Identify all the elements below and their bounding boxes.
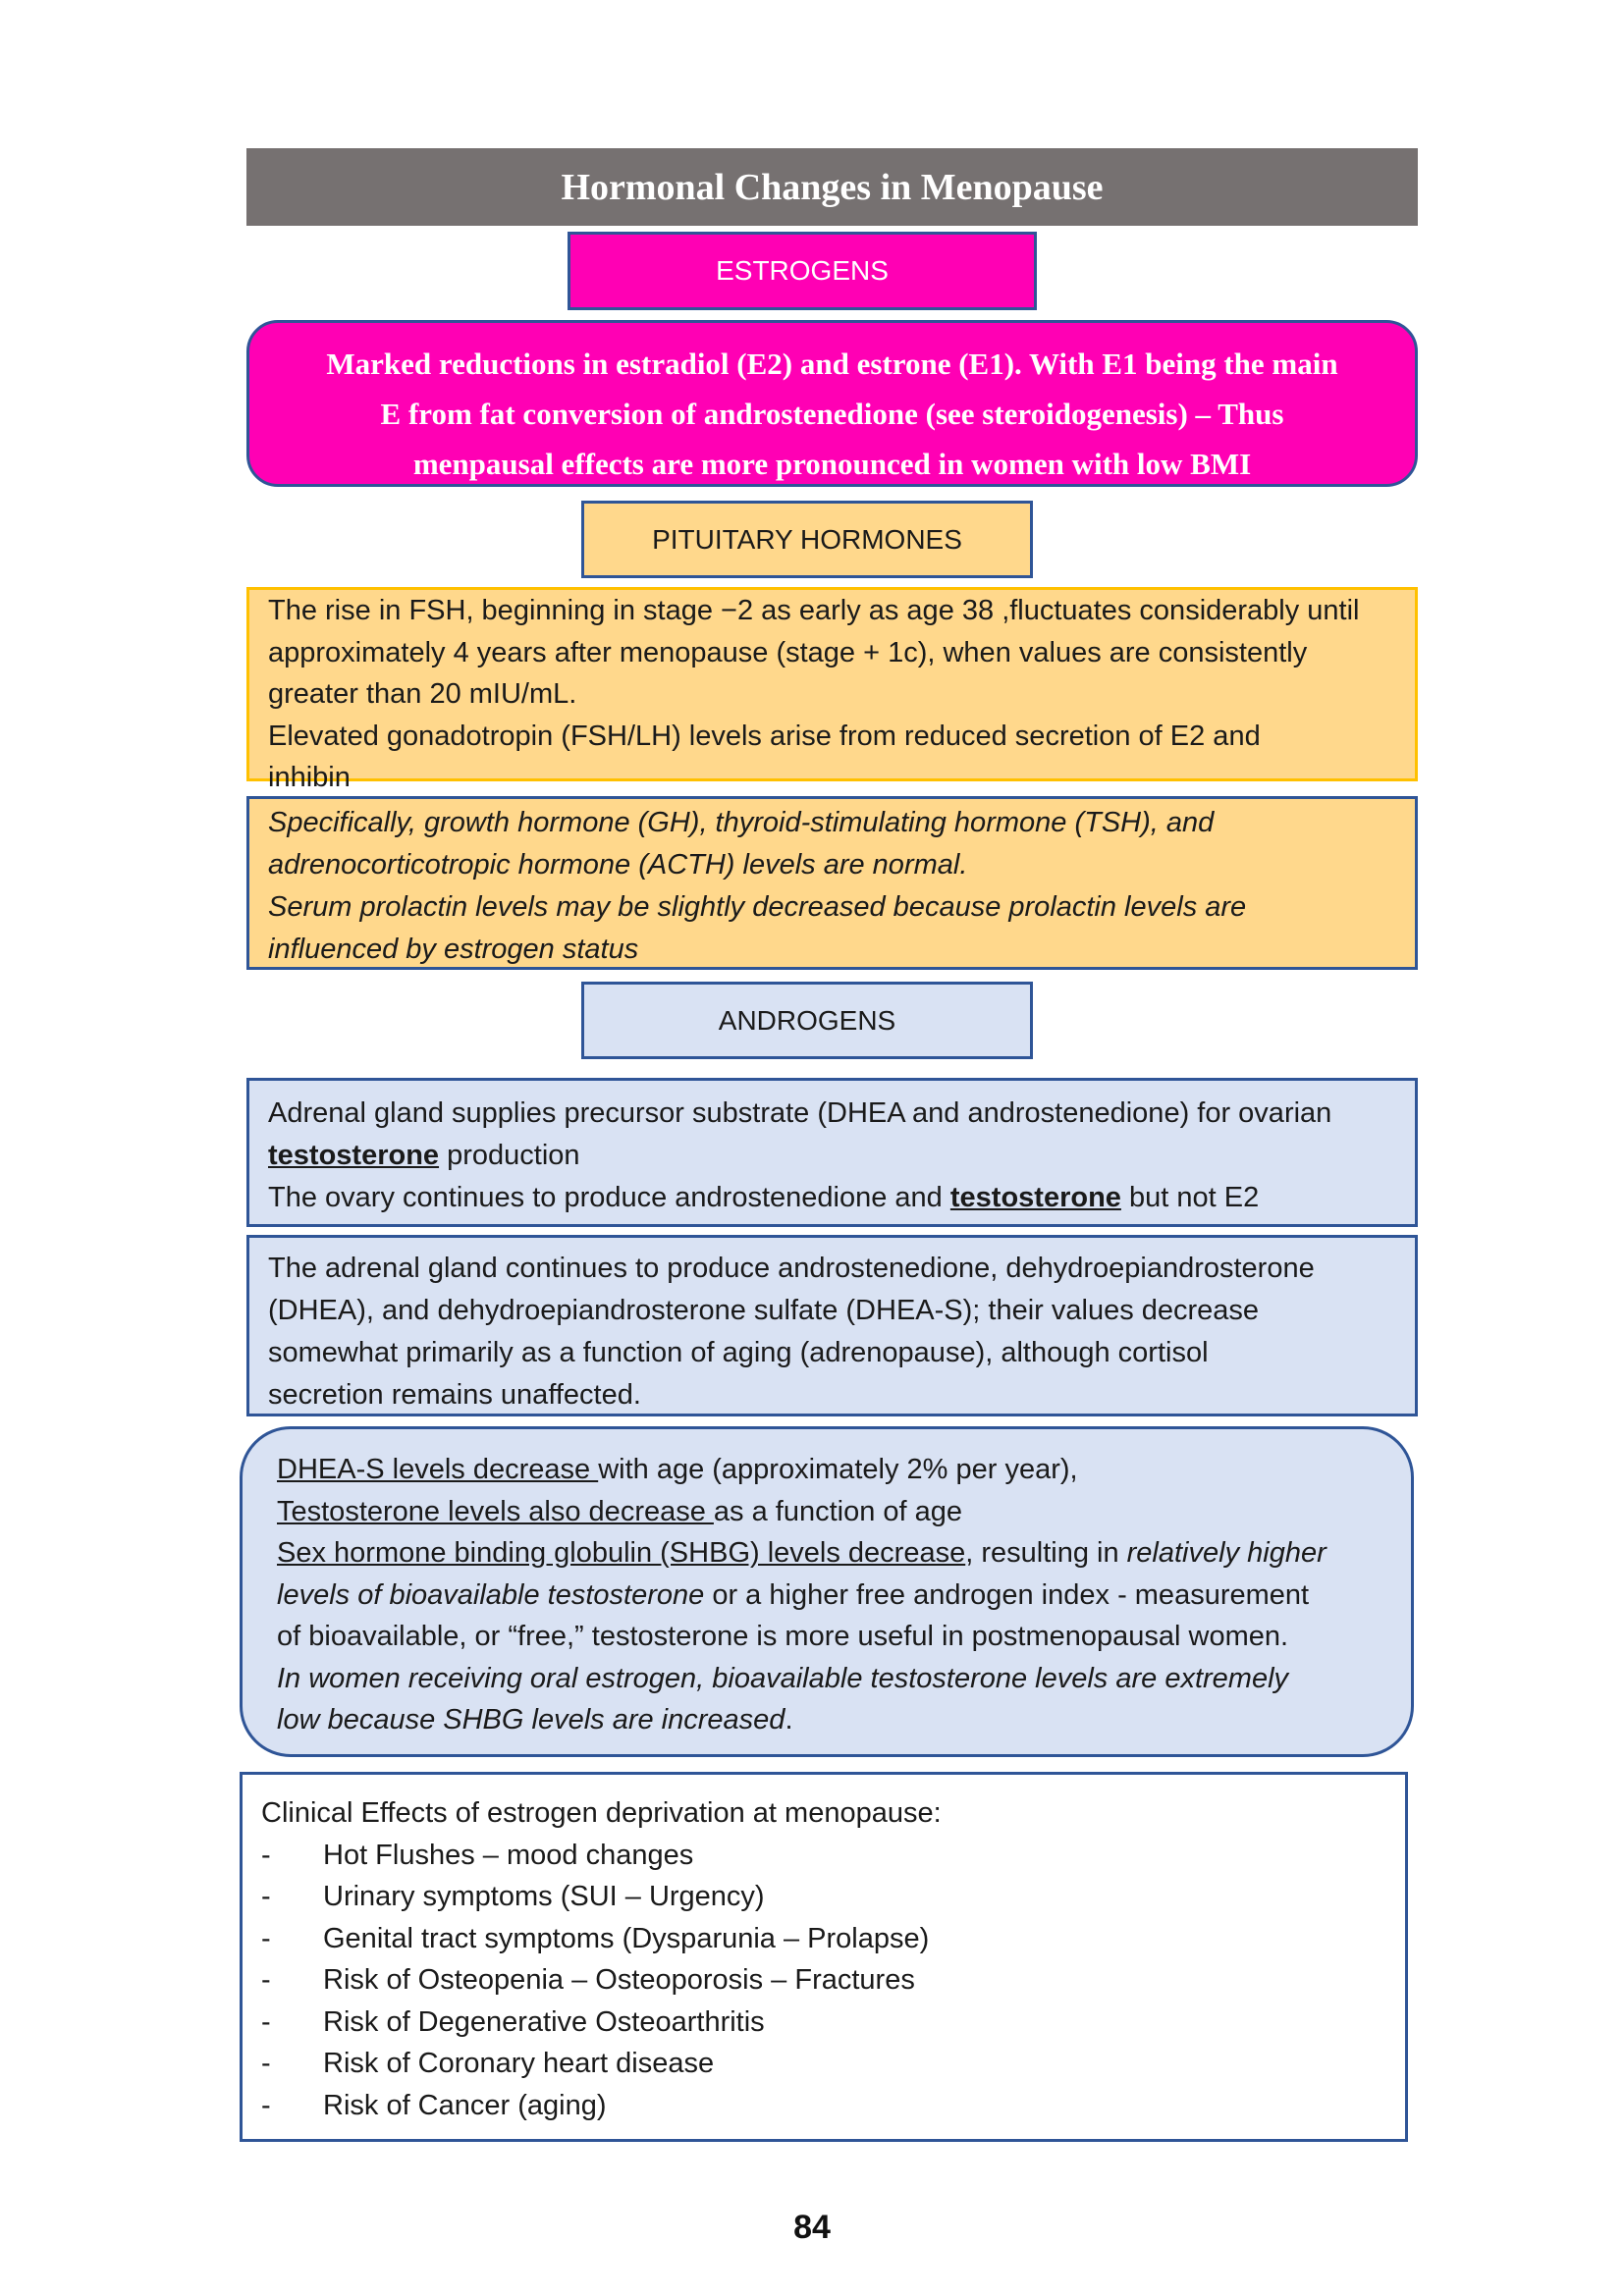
dash-bullet: -	[261, 2089, 271, 2121]
text-fragment: as a function of age	[713, 1495, 963, 1527]
androgens-line: Adrenal gland supplies precursor substrate (DHEA and androstenedione) for ovarian	[268, 1097, 1332, 1129]
estrogens-label: ESTROGENS	[568, 232, 1037, 310]
list-item	[261, 1876, 1391, 1918]
androgens-line	[277, 1491, 1391, 1533]
pituitary-line: inhibin	[268, 762, 351, 793]
androgens-line	[277, 1532, 1391, 1575]
androgens-line	[268, 1135, 1401, 1177]
clinical-heading: Clinical Effects of estrogen deprivation at menopause:	[261, 1797, 942, 1829]
pituitary-line: Elevated gonadotropin (FSH/LH) levels arise from reduced secretion of E2 and	[268, 720, 1261, 752]
list-item	[261, 2085, 1391, 2127]
androgens-line: In women receiving oral estrogen, bioavailable testosterone levels are extremely	[277, 1662, 1289, 1694]
dash-bullet: -	[261, 2048, 271, 2079]
underlined-text: DHEA-S levels decrease	[277, 1454, 599, 1485]
pituitary-line: Serum prolactin levels may be slightly decreased because prolactin levels are	[268, 891, 1247, 923]
text-fragment: .	[785, 1704, 793, 1735]
androgens-levels-box	[240, 1426, 1414, 1757]
androgens-line	[277, 1575, 1391, 1617]
italic-text: levels of bioavailable testosterone	[277, 1578, 705, 1611]
list-item	[261, 2002, 1391, 2044]
androgens-line	[277, 1449, 1391, 1491]
list-item-text: Risk of Cancer (aging)	[323, 2089, 607, 2121]
testosterone-emphasis: testosterone	[268, 1140, 440, 1171]
androgens-line	[268, 1177, 1401, 1219]
androgens-line: somewhat primarily as a function of aging (adrenopause), although cortisol	[268, 1337, 1209, 1368]
list-item	[261, 1918, 1391, 1960]
androgens-ovarian-box	[246, 1078, 1418, 1227]
list-item-text: Genital tract symptoms (Dysparunia – Prolapse)	[323, 1922, 930, 1954]
estrogens-line: Marked reductions in estradiol (E2) and estrone (E1). With E1 being the main	[326, 347, 1338, 381]
androgens-adrenal-box	[246, 1235, 1418, 1416]
page-number: 84	[793, 2209, 831, 2246]
pituitary-line: adrenocorticotropic hormone (ACTH) levels are normal.	[268, 849, 968, 881]
list-item	[261, 1959, 1391, 2002]
pituitary-other-hormones-box	[246, 796, 1418, 970]
androgens-line: secretion remains unaffected.	[268, 1379, 641, 1411]
text-fragment: but not E2	[1120, 1182, 1260, 1213]
underlined-text: Testosterone levels also decrease	[277, 1495, 714, 1527]
pituitary-line: greater than 20 mIU/mL.	[268, 678, 577, 710]
italic-text: low because SHBG levels are increased	[277, 1704, 785, 1735]
list-item-text: Risk of Coronary heart disease	[323, 2048, 715, 2079]
dash-bullet: -	[261, 2005, 271, 2038]
list-item-text: Hot Flushes – mood changes	[323, 1839, 694, 1871]
text-fragment: , resulting in	[965, 1537, 1127, 1569]
pituitary-fsh-box	[246, 587, 1418, 793]
dash-bullet: -	[261, 1964, 271, 1996]
underlined-text: Sex hormone binding globulin (SHBG) levels decrease	[277, 1537, 966, 1569]
androgens-label: ANDROGENS	[581, 982, 1033, 1059]
list-item	[261, 2043, 1391, 2085]
italic-text: relatively higher	[1126, 1537, 1326, 1569]
pituitary-line: Specifically, growth hormone (GH), thyroid-stimulating hormone (TSH), and	[268, 807, 1215, 838]
pituitary-label: PITUITARY HORMONES	[581, 501, 1033, 578]
text-fragment: The ovary continues to produce androstenedione and	[268, 1182, 950, 1213]
pituitary-line: approximately 4 years after menopause (stage + 1c), when values are consistently	[268, 636, 1308, 668]
androgens-line: (DHEA), and dehydroepiandrosterone sulfate (DHEA-S); their values decrease	[268, 1295, 1260, 1326]
text-fragment: or a higher free androgen index - measurement	[704, 1578, 1310, 1611]
text-fragment: production	[439, 1140, 580, 1171]
dash-bullet: -	[261, 1922, 271, 1954]
estrogens-line: E from fat conversion of androstenedione (see steroidogenesis) – Thus	[380, 397, 1284, 431]
clinical-effects-box	[240, 1772, 1408, 2142]
dash-bullet: -	[261, 1839, 271, 1871]
androgens-line: of bioavailable, or “free,” testosterone is more useful in postmenopausal women.	[277, 1621, 1289, 1652]
dash-bullet: -	[261, 1881, 271, 1912]
list-item	[261, 1835, 1391, 1877]
list-item-text: Risk of Osteopenia – Osteoporosis – Fractures	[323, 1964, 915, 1996]
text-fragment: with age (approximately 2% per year),	[598, 1454, 1078, 1485]
page-title: Hormonal Changes in Menopause	[246, 148, 1418, 226]
list-item-text: Risk of Degenerative Osteoarthritis	[323, 2005, 765, 2038]
testosterone-emphasis: testosterone	[949, 1182, 1121, 1213]
androgens-line: The adrenal gland continues to produce androstenedione, dehydroepiandrosterone	[268, 1253, 1315, 1284]
estrogens-line: menpausal effects are more pronounced in women with low BMI	[412, 447, 1252, 481]
estrogens-box	[246, 320, 1418, 487]
androgens-line	[277, 1699, 1391, 1741]
pituitary-line: influenced by estrogen status	[268, 934, 639, 965]
list-item-text: Urinary symptoms (SUI – Urgency)	[323, 1881, 765, 1912]
pituitary-line: The rise in FSH, beginning in stage −2 as early as age 38 ,fluctuates considerably until	[268, 595, 1360, 626]
